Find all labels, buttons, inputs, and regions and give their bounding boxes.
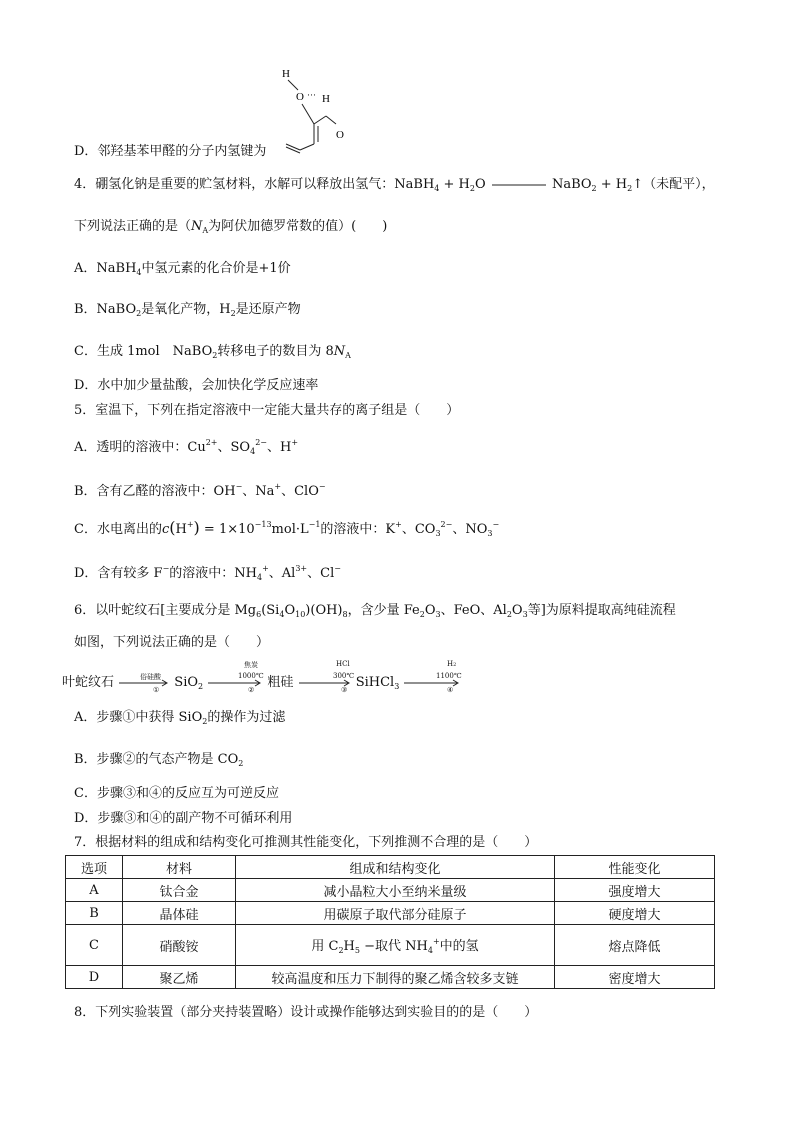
o-hydroxybenzaldehyde-structure bbox=[278, 64, 348, 156]
q5-stem: 5．室温下，下列在指定溶液中一定能大量共存的离子组是（ ） bbox=[74, 403, 460, 418]
row-c-change: 用 $C_2H_5$ −取代 $NH_4^+$中的氢 bbox=[236, 925, 555, 966]
table-row: D 聚乙烯 较高温度和压力下制得的聚乙烯含较多支链 密度增大 bbox=[66, 966, 715, 989]
table-row: C 硝酸铵 用 $C_2H_5$ −取代 $NH_4^+$中的氢 熔点降低 bbox=[66, 925, 715, 966]
flow-start: 叶蛇纹石 bbox=[62, 675, 115, 690]
q4-option-b: B．NaBO$_2$是氧化产物，$H_2$是还原产物 bbox=[74, 302, 301, 318]
q3-option-d: D．邻羟基苯甲醛的分子内氢键为 bbox=[74, 144, 267, 159]
arrow1-top-label: 俗硅酸 bbox=[140, 673, 161, 681]
arrow4-top-label: H2 bbox=[447, 660, 457, 668]
flow-sihcl3: SiHCl bbox=[355, 675, 395, 690]
arrow2-mid-label: 1000℃ bbox=[238, 672, 264, 680]
mol-h2: H bbox=[322, 93, 330, 105]
q5-option-c: C．水电离出的$c(H^+) = 1\times 10^{-13}mol\cdot L^{-1}$的溶液中：K+、$CO_3^{2-}$、$NO_3^-$ bbox=[74, 518, 500, 538]
q6-stem-line1: 6．以叶蛇纹石[主要成分是 $Mg_6(Si_4O_{10})(OH)_8$，含少量 $Fe_2O_3$、FeO、$Al_2O_3$等]为原料提取高纯硅流程 bbox=[74, 603, 676, 619]
q7-options-table bbox=[65, 855, 715, 989]
header-material: 材料 bbox=[123, 856, 236, 879]
equation-arrow-line bbox=[490, 180, 548, 190]
q4-stem-line2: 下列说法正确的是（$N_A$为阿伏加德罗常数的值）( ) bbox=[74, 219, 388, 235]
arrow3-top-label: HCl bbox=[336, 660, 350, 668]
flow-sio2: SiO bbox=[174, 675, 199, 690]
q6-option-a: A．步骤①中获得 SiO$_2$的操作为过滤 bbox=[74, 710, 286, 726]
q4-option-c: C．生成 1mol NaBO$_2$转移电子的数目为 $8N_A$ bbox=[74, 344, 351, 360]
q4-option-d: D．水中加少量盐酸，会加快化学反应速率 bbox=[74, 378, 319, 393]
q6-option-b: B．步骤②的气态产物是 $CO_2$ bbox=[74, 752, 244, 768]
q5-option-b: B．含有乙醛的溶液中：OH−、Na+、ClO− bbox=[74, 482, 326, 499]
table-header-row bbox=[66, 856, 715, 879]
header-option: 选项 bbox=[66, 856, 123, 879]
arrow3-mid-label: 300℃ bbox=[333, 672, 355, 680]
mol-dots: ··· bbox=[307, 90, 316, 100]
q6-option-c: C．步骤③和④的反应互为可逆反应 bbox=[74, 786, 279, 801]
arrow4-bottom-label: ④ bbox=[447, 686, 454, 694]
q4-option-a: A．NaBH$_4$中氢元素的化合价是+1价 bbox=[74, 261, 291, 277]
q5-option-d: D．含有较多 F−的溶液中：$NH_4^+$、$Al^{3+}$、Cl− bbox=[74, 564, 341, 582]
mol-h1: H bbox=[282, 68, 290, 80]
table-row: A 钛合金 减小晶粒大小至纳米量级 强度增大 bbox=[66, 879, 715, 902]
mol-o1: O bbox=[296, 91, 304, 103]
arrow1-bottom-label: ① bbox=[153, 686, 160, 694]
q8-stem: 8．下列实验装置（部分夹持装置略）设计或操作能够达到实验目的的是（ ） bbox=[74, 1005, 538, 1020]
q7-stem: 7．根据材料的组成和结构变化可推测其性能变化，下列推测不合理的是（ ） bbox=[74, 835, 538, 850]
flow-crude-si: 粗硅 bbox=[267, 675, 294, 690]
q4-stem-line1: 4．硼氢化钠是重要的贮氢材料，水解可以释放出氢气：NaBH$_4$ + $H_2O$ NaBO$_2$ + $H_2↑$（未配平）， bbox=[74, 177, 715, 193]
arrow4-mid-label: 1100℃ bbox=[436, 672, 462, 680]
q6-stem-line2: 如图，下列说法正确的是（ ） bbox=[74, 635, 270, 650]
q5-option-a: A．透明的溶液中：$Cu^{2+}$、$SO_4^{2-}$、H+ bbox=[74, 438, 299, 456]
arrow3-bottom-label: ③ bbox=[341, 686, 348, 694]
q6-flow-chart: 叶蛇纹石 SiO$_2$ 粗硅 SiHCl$_3$ bbox=[62, 674, 461, 696]
q6-option-d: D．步骤③和④的副产物不可循环利用 bbox=[74, 811, 293, 826]
header-performance: 性能变化 bbox=[555, 856, 715, 879]
mol-o2: O bbox=[336, 129, 344, 141]
header-change: 组成和结构变化 bbox=[236, 856, 555, 879]
arrow2-bottom-label: ② bbox=[248, 686, 255, 694]
table-row: B 晶体硅 用碳原子取代部分硅原子 硬度增大 bbox=[66, 902, 715, 925]
arrow2-top-label: 焦炭 bbox=[244, 661, 258, 669]
